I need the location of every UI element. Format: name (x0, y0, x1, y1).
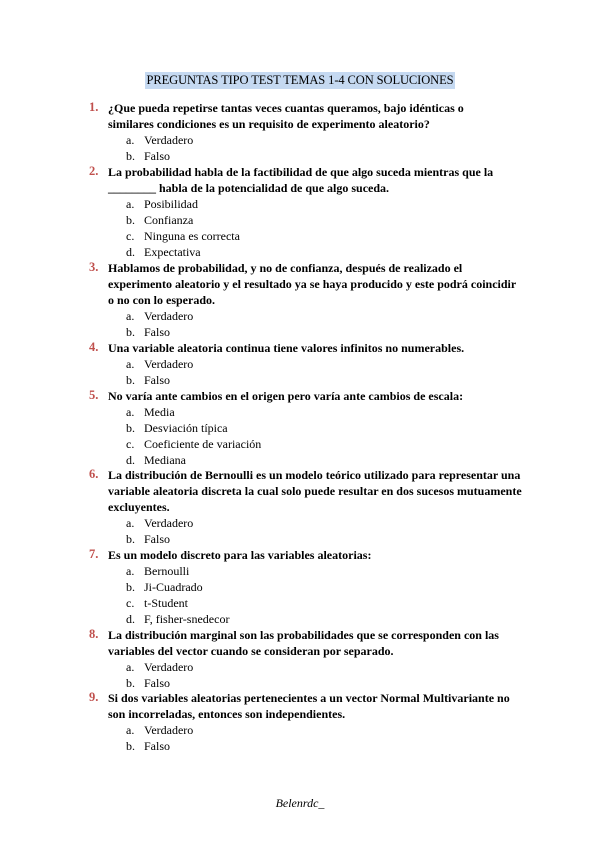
question-text (108, 547, 526, 563)
question-text-line: excluyentes. (108, 500, 170, 514)
question-text (108, 690, 526, 722)
question-number: 7. (89, 547, 99, 561)
option-letter: b. (126, 421, 135, 435)
question-text-line: variables del vector cuando se consideran por separado. (108, 644, 394, 658)
option-text: Ninguna es correcta (144, 229, 240, 243)
answer-option (0, 324, 600, 340)
option-letter: a. (126, 405, 135, 419)
option-text: Falso (144, 532, 171, 546)
option-text: Posibilidad (144, 197, 199, 211)
answer-option (0, 675, 600, 691)
question-text-line: similares condiciones es un requisito de experimento aleatorio? (108, 117, 430, 131)
question-text (108, 164, 526, 196)
question-text (108, 627, 526, 659)
option-letter: c. (126, 437, 135, 451)
option-letter: c. (126, 229, 135, 243)
question-number: 8. (89, 627, 99, 641)
question-number: 2. (89, 164, 99, 178)
option-text: Verdadero (144, 309, 194, 323)
answer-option (0, 611, 600, 627)
answer-option (0, 132, 600, 148)
option-letter: a. (126, 197, 135, 211)
question-text-line: Hablamos de probabilidad, y no de confianza, después de realizado el (108, 261, 463, 275)
option-letter: b. (126, 373, 135, 387)
question-text (108, 340, 526, 356)
answer-option (0, 515, 600, 531)
option-letter: a. (126, 309, 135, 323)
option-letter: d. (126, 245, 135, 259)
question-number: 9. (89, 690, 99, 704)
option-text: Verdadero (144, 516, 194, 530)
option-letter: a. (126, 516, 135, 530)
option-letter: b. (126, 213, 135, 227)
option-text: Expectativa (144, 245, 201, 259)
answer-option (0, 212, 600, 228)
option-text: Falso (144, 739, 171, 753)
option-text: Ji-Cuadrado (144, 580, 203, 594)
option-letter: a. (126, 133, 135, 147)
answer-option (0, 452, 600, 468)
question-text (108, 467, 526, 515)
answer-option (0, 595, 600, 611)
option-letter: a. (126, 564, 135, 578)
question-text-line: ________ habla de la potencialidad de que algo suceda. (108, 181, 390, 195)
option-text: Coeficiente de variación (144, 437, 262, 451)
answer-option (0, 308, 600, 324)
question-number: 4. (89, 340, 99, 354)
question-number: 3. (89, 260, 99, 274)
option-letter: b. (126, 325, 135, 339)
option-letter: c. (126, 596, 135, 610)
option-text: Verdadero (144, 723, 194, 737)
answer-option (0, 244, 600, 260)
option-text: Verdadero (144, 133, 194, 147)
question-text-line: Una variable aleatoria continua tiene valores infinitos no numerables. (108, 341, 465, 355)
option-text: Falso (144, 373, 171, 387)
answer-option (0, 372, 600, 388)
question-text-line: son incorreladas, entonces son independientes. (108, 707, 346, 721)
answer-option (0, 436, 600, 452)
question-text-line: o no con lo esperado. (108, 293, 216, 307)
option-letter: b. (126, 580, 135, 594)
answer-option (0, 196, 600, 212)
question-text-line: variable aleatoria discreta la cual solo puede resultar en dos sucesos mutuamente (108, 484, 522, 498)
question-number: 1. (89, 100, 99, 114)
answer-option (0, 579, 600, 595)
option-letter: b. (126, 532, 135, 546)
answer-option (0, 356, 600, 372)
option-letter: d. (126, 612, 135, 626)
answer-option (0, 563, 600, 579)
option-letter: b. (126, 739, 135, 753)
question-number: 5. (89, 388, 99, 402)
option-text: Falso (144, 149, 171, 163)
question-text (108, 100, 526, 132)
option-letter: d. (126, 453, 135, 467)
option-letter: a. (126, 660, 135, 674)
option-text: Falso (144, 676, 171, 690)
answer-option (0, 722, 600, 738)
question-text-line: ¿Que pueda repetirse tantas veces cuantas queramos, bajo idénticas o (108, 101, 464, 115)
option-text: Bernoulli (144, 564, 190, 578)
page-title: PREGUNTAS TIPO TEST TEMAS 1-4 CON SOLUCIONES (146, 73, 454, 87)
question-text (108, 260, 526, 308)
question-number: 6. (89, 467, 99, 481)
question-text-line: experimento aleatorio y el resultado ya se haya producido y este podrá coincidir (108, 277, 517, 291)
option-text: Falso (144, 325, 171, 339)
option-text: Verdadero (144, 660, 194, 674)
option-letter: a. (126, 357, 135, 371)
question-text (108, 388, 526, 404)
question-text-line: La distribución marginal son las probabilidades que se corresponden con las (108, 628, 499, 642)
question-text-line: No varía ante cambios en el origen pero varía ante cambios de escala: (108, 389, 464, 403)
question-text-line: Es un modelo discreto para las variables aleatorias: (108, 548, 372, 562)
question-text-line: Si dos variables aleatorias pertenecientes a un vector Normal Multivariante no (108, 691, 510, 705)
option-text: Mediana (144, 453, 186, 467)
answer-option (0, 148, 600, 164)
answer-option (0, 404, 600, 420)
option-text: Verdadero (144, 357, 194, 371)
option-text: F, fisher-snedecor (144, 612, 230, 626)
answer-option (0, 420, 600, 436)
answer-option (0, 228, 600, 244)
option-text: Media (144, 405, 175, 419)
answer-option (0, 659, 600, 675)
question-text-line: La distribución de Bernoulli es un modelo teórico utilizado para representar una (108, 468, 521, 482)
answer-option (0, 738, 600, 754)
option-letter: a. (126, 723, 135, 737)
option-text: Confianza (144, 213, 194, 227)
option-letter: b. (126, 676, 135, 690)
option-text: t-Student (144, 596, 188, 610)
title-container (0, 71, 600, 89)
footer-author: Belenrdc_ (275, 796, 325, 810)
option-text: Desviación típica (144, 421, 228, 435)
question-text-line: La probabilidad habla de la factibilidad de que algo suceda mientras que la (108, 165, 494, 179)
option-letter: b. (126, 149, 135, 163)
answer-option (0, 531, 600, 547)
